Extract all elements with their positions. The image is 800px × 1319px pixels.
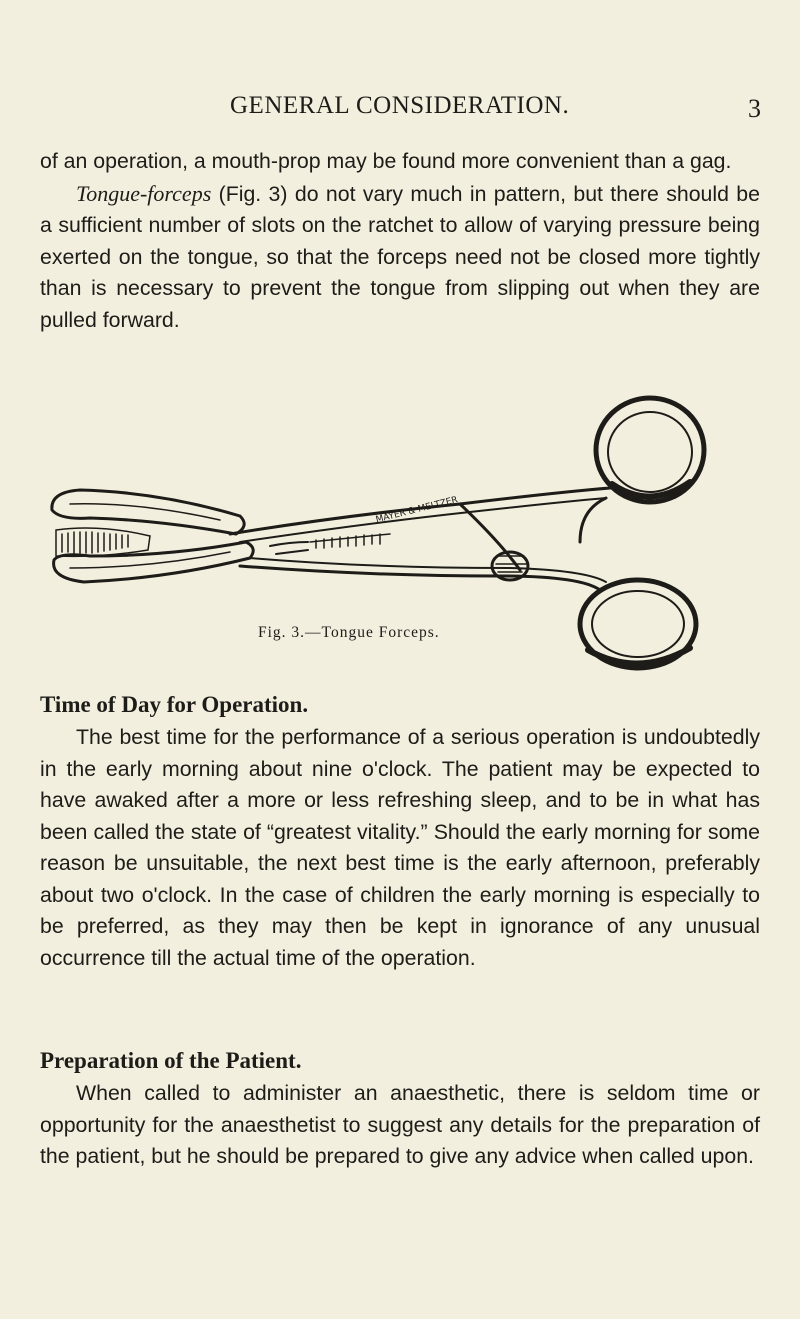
paragraph-mouth-prop: of an operation, a mouth-prop may be found more convenient than a gag.: [40, 149, 732, 173]
page-header: [0, 92, 800, 128]
paragraph-preparation: When called to administer an anaesthetic, there is seldom time or opportunity for the anaesthetist to suggest any details for the preparation of the patient, but he should be prepared to give any advice when called upon.: [40, 1081, 760, 1168]
heading-time-of-day: Time of Day for Operation.: [40, 692, 309, 717]
section-time-of-day: [40, 690, 760, 974]
ratchet: [310, 534, 390, 548]
figure-caption: Fig. 3.—Tongue Forceps.: [258, 624, 440, 641]
heading-preparation: Preparation of the Patient.: [40, 1048, 302, 1073]
section-preparation: [40, 1046, 760, 1173]
lower-jaw: [54, 542, 254, 582]
tongue-forceps-term: Tongue-forceps: [76, 180, 212, 206]
running-head: GENERAL CONSIDERATION.: [230, 92, 570, 119]
jaw-serrations: [56, 528, 150, 556]
paragraph-time-of-day: The best time for the performance of a serious operation is undoubtedly in the early morning about nine o'clock. The patient may be expected to have awaked after a more or less refreshing sleep, and to be in what has been called the state of “greatest vitality.” Should the early morning for some reason be unsuitable, the next best time is the early afternoon, preferably about two o'clock. In the case of children the early morning is especially to be preferred, as they may then be kept in ignorance of any unusual occurrence till the actual time of the operation.: [40, 725, 760, 970]
paragraph-tongue-forceps: [40, 178, 760, 337]
tongue-forceps-text: (Fig. 3) do not vary much in pattern, but there should be a sufficient number of slots on the ratchet to allow of varying pressure being exerted on the tongue, so that the forceps need not be closed more tightly than is necessary to prevent the tongue from slipping out when they are pulled forward.: [40, 181, 760, 332]
engraving-mark: MAYER & MELTZER: [374, 495, 459, 526]
figure-tongue-forceps: [40, 392, 760, 682]
intro-text: [40, 146, 760, 336]
page-number: 3: [748, 94, 761, 123]
